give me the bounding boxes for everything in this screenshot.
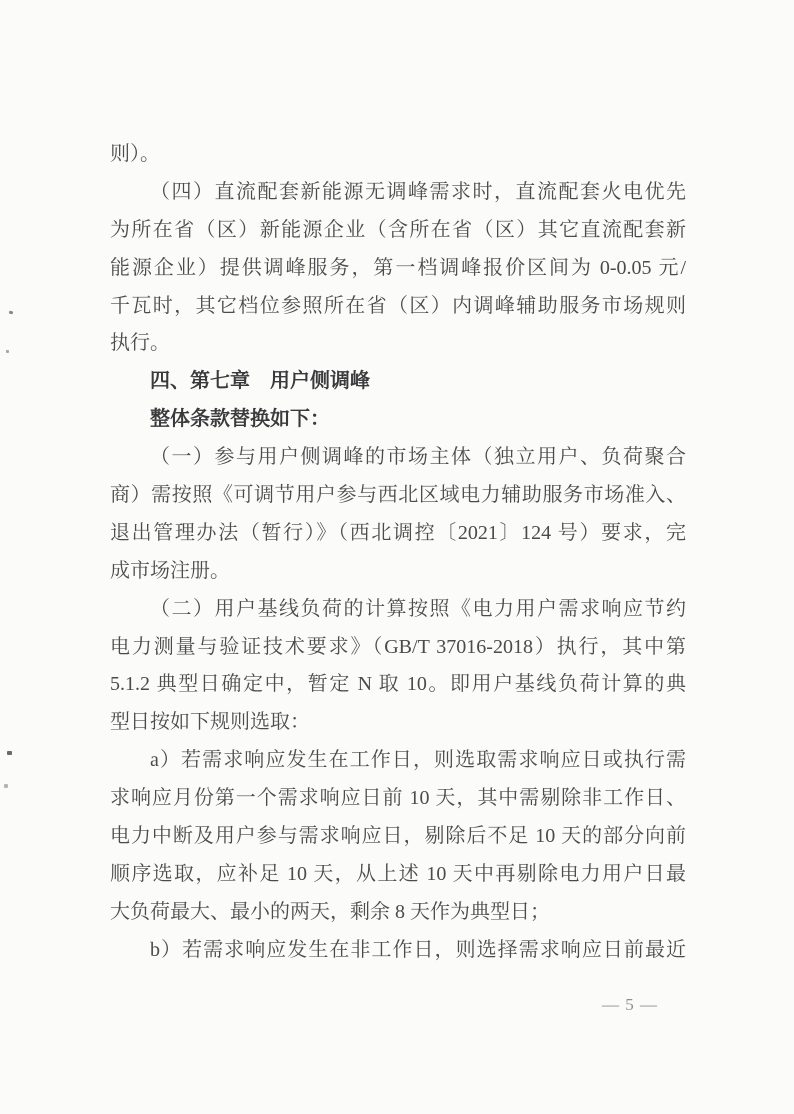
text-line: 电力中断及用户参与需求响应日，剔除后不足 10 天的部分向前: [110, 825, 686, 848]
text-line: 为所在省（区）新能源企业（含所在省（区）其它直流配套新: [110, 218, 686, 241]
scan-speck: [7, 751, 12, 755]
text-line: 大负荷最大、最小的两天，剩余 8 天作为典型日；: [110, 900, 550, 923]
page-number: — 5 —: [602, 995, 658, 1014]
heading-line: 四、第七章 用户侧调峰: [150, 370, 370, 393]
text-line: 电力测量与验证技术要求》（GB/T 37016-2018）执行，其中第: [110, 635, 686, 658]
text-line: a）若需求响应发生在工作日，则选取需求响应日或执行需: [150, 749, 686, 772]
text-line: 成市场注册。: [110, 559, 230, 582]
text-line: 求响应月份第一个需求响应日前 10 天，其中需剔除非工作日、: [110, 787, 686, 810]
text-line: 能源企业）提供调峰服务，第一档调峰报价区间为 0-0.05 元/: [110, 256, 686, 279]
text-line: 商）需按照《可调节用户参与西北区域电力辅助服务市场准入、: [110, 484, 686, 507]
text-line: 顺序选取，应补足 10 天，从上述 10 天中再剔除电力用户日最: [110, 862, 686, 885]
text-line: 5.1.2 典型日确定中，暂定 N 取 10。即用户基线负荷计算的典: [110, 673, 686, 696]
scan-speck: [9, 311, 14, 315]
document-body: [110, 136, 686, 970]
text-line: （四）直流配套新能源无调峰需求时，直流配套火电优先: [150, 180, 686, 203]
text-line: 退出管理办法（暂行）》（西北调控〔2021〕124 号）要求，完: [110, 521, 686, 544]
text-line: （二）用户基线负荷的计算按照《电力用户需求响应节约: [150, 597, 686, 620]
text-line: 型日按如下规则选取：: [110, 711, 310, 734]
scan-speck: [4, 784, 9, 789]
text-line: 则）。: [110, 143, 160, 165]
text-line: b）若需求响应发生在非工作日，则选择需求响应日前最近: [150, 938, 686, 961]
text-line: 执行。: [110, 332, 170, 355]
text-line: 千瓦时，其它档位参照所在省（区）内调峰辅助服务市场规则: [110, 294, 686, 317]
scan-speck: [6, 350, 9, 353]
heading-line: 整体条款替换如下：: [150, 408, 330, 431]
text-line: （一）参与用户侧调峰的市场主体（独立用户、负荷聚合: [150, 446, 686, 469]
